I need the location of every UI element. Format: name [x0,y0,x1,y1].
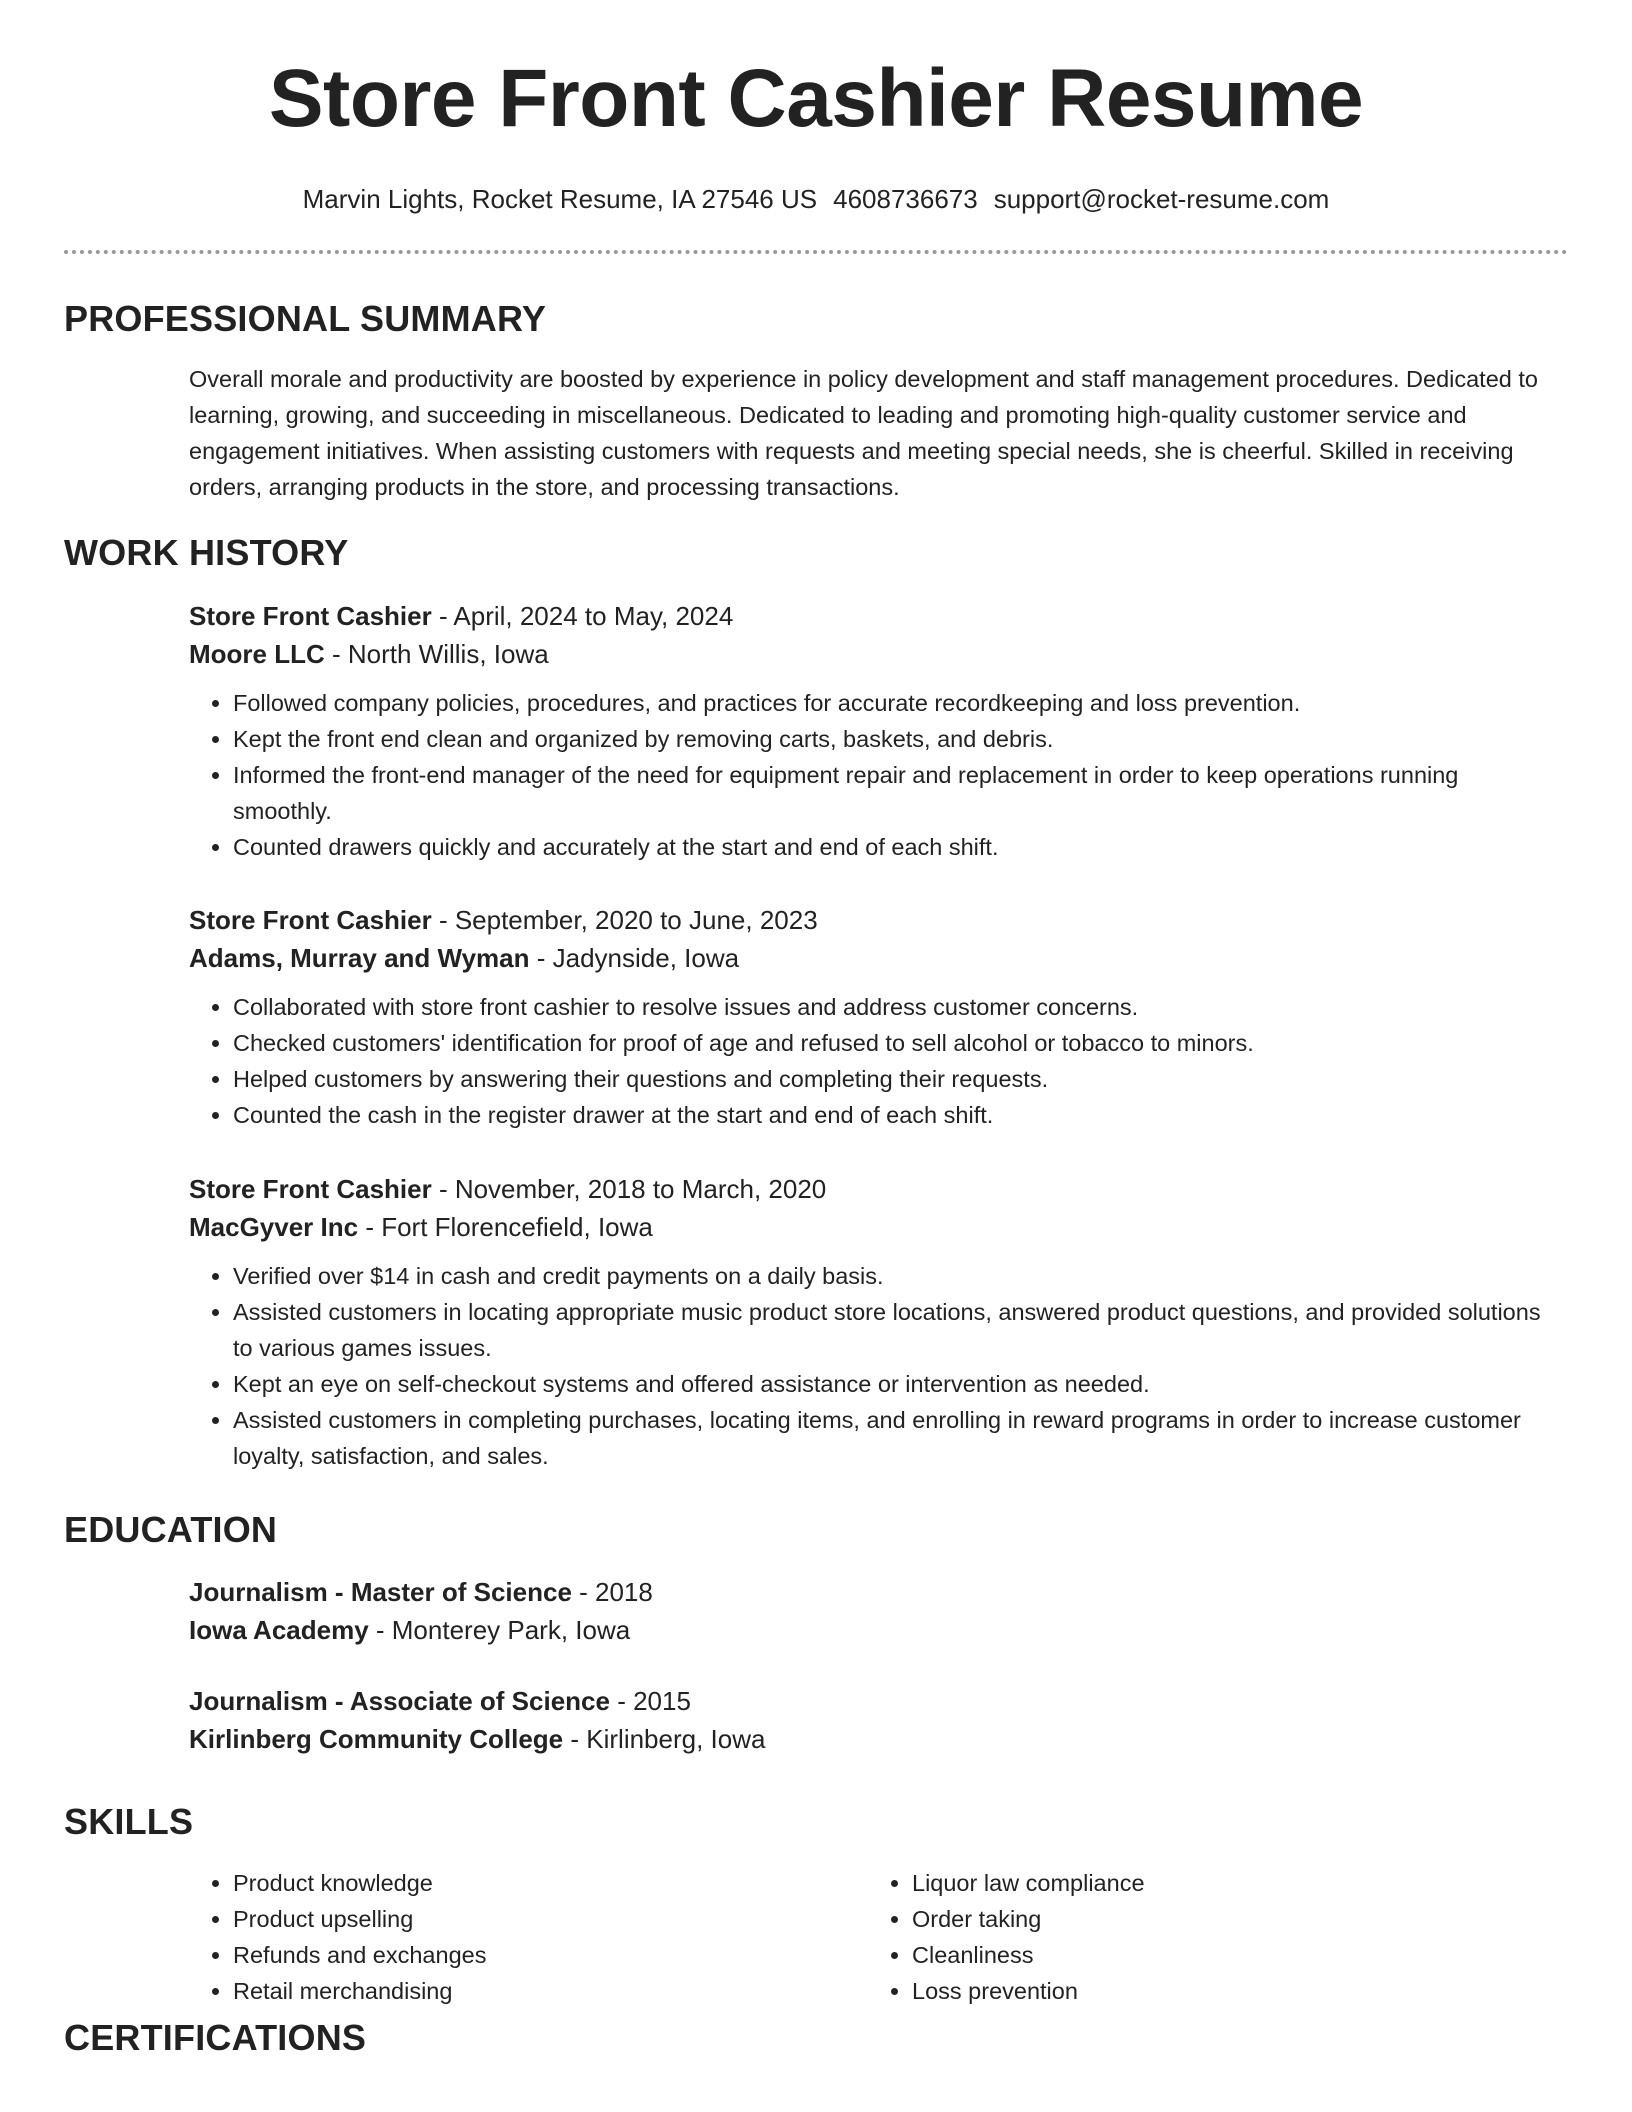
school: Kirlinberg Community College [189,1724,564,1754]
contact-phone: 4608736673 [833,184,978,214]
degree-line [189,1682,1559,1720]
certifications-heading: CERTIFICATIONS [64,2017,367,2058]
job-bullet: • Counted the cash in the register drawer at the start and end of each shift. [233,1097,1559,1133]
job-company: Moore LLC [189,639,325,669]
skill-item: • Product upselling [233,1901,868,1937]
job-bullets [189,1258,1559,1474]
contact-line [0,181,1632,217]
school-location: - Kirlinberg, Iowa [563,1724,766,1754]
job-bullet: • Kept the front end clean and organized by removing carts, baskets, and debris. [233,721,1559,757]
job-bullet: • Kept an eye on self-checkout systems and offered assistance or intervention as needed. [233,1366,1559,1402]
summary-text: Overall morale and productivity are boosted by experience in policy development and staff management procedures. Dedicated to learning, growing, and succeeding in miscellaneous. Dedicated to leading and promoting high-quality customer service and engagement initiatives. When assisting customers with requests and meeting special needs, she is cheerful. Skilled in receiving orders, arranging products in the store, and processing transactions. [189,366,1538,500]
job-bullet: • Informed the front-end manager of the need for equipment repair and replacement in order to keep operations running smoothly. [233,757,1559,829]
degree: Journalism - Associate of Science [189,1686,610,1716]
job-company-line [189,1208,1559,1246]
job-entry [189,1170,1559,1474]
job-bullet: • Checked customers' identification for proof of age and refused to sell alcohol or tobacco to minors. [233,1025,1559,1061]
job-location: - North Willis, Iowa [324,639,549,669]
job-bullet: • Followed company policies, procedures, and practices for accurate recordkeeping and loss prevention. [233,685,1559,721]
skills-heading: SKILLS [64,1801,194,1842]
education-entry [189,1573,1559,1649]
job-role: Store Front Cashier [189,905,432,935]
job-title-line [189,597,1559,635]
header-divider [64,250,1568,254]
education-entry [189,1682,1559,1758]
school: Iowa Academy [189,1615,369,1645]
job-dates: - September, 2020 to June, 2023 [431,905,818,935]
job-bullet: • Verified over $14 in cash and credit payments on a daily basis. [233,1258,1559,1294]
work-history-heading: WORK HISTORY [64,532,349,573]
skill-item: • Liquor law compliance [912,1865,1547,1901]
job-company-line [189,939,1559,977]
skill-item: • Cleanliness [912,1937,1547,1973]
job-location: - Fort Florencefield, Iowa [358,1212,653,1242]
job-bullet: • Assisted customers in locating appropriate music product store locations, answered product questions, and provided solutions to various games issues. [233,1294,1559,1366]
job-bullet: • Assisted customers in completing purchases, locating items, and enrolling in reward programs in order to increase customer loyalty, satisfaction, and sales. [233,1402,1559,1474]
job-company: MacGyver Inc [189,1212,359,1242]
skills-column-right [868,1865,1547,2009]
skill-item: • Loss prevention [912,1973,1547,2009]
degree-year: - 2018 [571,1577,653,1607]
degree-line [189,1573,1559,1611]
job-company-line [189,635,1559,673]
school-line [189,1720,1559,1758]
job-bullets [189,685,1559,865]
job-dates: - April, 2024 to May, 2024 [431,601,734,631]
job-bullet: • Collaborated with store front cashier to resolve issues and address customer concerns. [233,989,1559,1025]
degree-year: - 2015 [609,1686,691,1716]
summary-heading: PROFESSIONAL SUMMARY [64,298,547,339]
job-bullets [189,989,1559,1133]
skill-item: • Order taking [912,1901,1547,1937]
job-entry [189,901,1559,1133]
job-dates: - November, 2018 to March, 2020 [431,1174,827,1204]
degree: Journalism - Master of Science [189,1577,572,1607]
resume-title: Store Front Cashier Resume [268,53,1364,144]
job-title-line [189,1170,1559,1208]
job-company: Adams, Murray and Wyman [189,943,530,973]
summary-block [189,361,1559,505]
skills-list [189,1865,1559,2009]
contact-email[interactable]: support@rocket-resume.com [993,184,1330,214]
skills-column-left [189,1865,868,2009]
education-heading: EDUCATION [64,1509,278,1550]
job-role: Store Front Cashier [189,601,432,631]
job-title-line [189,901,1559,939]
school-location: - Monterey Park, Iowa [368,1615,631,1645]
job-entry [189,597,1559,865]
skill-item: • Product knowledge [233,1865,868,1901]
job-location: - Jadynside, Iowa [529,943,740,973]
skill-item: • Retail merchandising [233,1973,868,2009]
contact-address: Marvin Lights, Rocket Resume, IA 27546 US [302,184,818,214]
skill-item: • Refunds and exchanges [233,1937,868,1973]
job-bullet: • Counted drawers quickly and accurately at the start and end of each shift. [233,829,1559,865]
school-line [189,1611,1559,1649]
job-role: Store Front Cashier [189,1174,432,1204]
job-bullet: • Helped customers by answering their questions and completing their requests. [233,1061,1559,1097]
